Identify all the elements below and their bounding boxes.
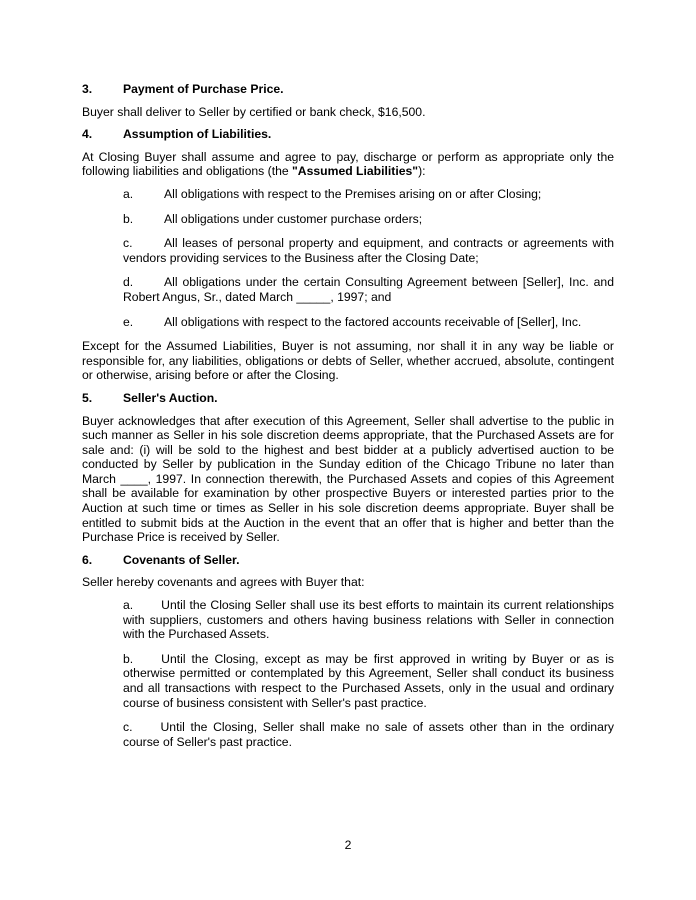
section-4: [82, 127, 614, 383]
list-label: b.: [123, 651, 134, 666]
list-item: [123, 212, 614, 227]
text-span: At Closing Buyer shall assume and agree to pay, discharge or perform as appropriate only the following liabilities and obligations (the: [82, 149, 614, 179]
list-label: a.: [123, 186, 134, 201]
list-item: [123, 275, 614, 304]
list-text: Until the Closing Seller shall use its best efforts to maintain its current relationships with suppliers, customers and others having business relations with Seller in connection with the Purchased Assets.: [123, 598, 614, 642]
section-title: Covenants of Seller.: [123, 552, 240, 567]
text-span: ):: [418, 164, 426, 179]
list-text: All obligations under the certain Consulting Agreement between [Seller], Inc. and Robert Angus, Sr., dated March _____, 1997; and: [123, 275, 614, 304]
list-item: [123, 187, 614, 202]
paragraph: Buyer shall deliver to Seller by certified or bank check, $16,500.: [82, 104, 426, 119]
section-5: [82, 391, 614, 545]
section-number: 3.: [82, 82, 93, 96]
list-item: [123, 315, 614, 330]
section-title: Assumption of Liabilities.: [123, 127, 272, 142]
list-item: [123, 598, 614, 642]
section-title: Payment of Purchase Price.: [123, 82, 284, 96]
list-text: Until the Closing, except as may be first approved in writing by Buyer or as is otherwise permitted or contemplated by this Agreement, Seller shall conduct its business and all transactions with respect to the Purchased Assets, only in the usual and ordinary course of business consistent with Seller's past practice.: [123, 651, 614, 710]
paragraph: Buyer acknowledges that after execution of this Agreement, Seller shall advertise to the public in such manner as Seller in his sole discretion deems appropriate, that the Purchased Assets are for sale and: (i) will be sold to the highest and best bidder at a publicly advertised auction to be conducted by Seller by publication in the Sunday edition of the Chicago Tribune no later than March ____, 1997. In connection therewith, the Purchased Assets and copies of this Agreement shall be available for examination by other prospective Buyers or interested parties prior to the Auction at such time or times as Seller in his sole discretion deems appropriate. Buyer shall be entitled to submit bids at the Auction in the event that an offer that is higher and better than the Purchase Price is received by Seller.: [82, 413, 614, 545]
section-number: 5.: [82, 390, 93, 405]
paragraph: Except for the Assumed Liabilities, Buyer is not assuming, nor shall it in any way be liable or responsible for, any liabilities, obligations or debts of Seller, whether accrued, absolute, contingent or otherwise, arising before or after the Closing.: [82, 339, 614, 383]
section-6: [82, 553, 614, 750]
list-item: [123, 652, 614, 710]
list-label: c.: [123, 720, 133, 735]
defined-term: "Assumed Liabilities": [292, 164, 419, 179]
section-heading: [82, 127, 614, 142]
document-page: [82, 82, 614, 759]
page-number: 2: [344, 838, 352, 852]
list-text: Until the Closing, Seller shall make no sale of assets other than in the ordinary course of Seller's past practice.: [123, 720, 614, 749]
section-number: 6.: [82, 552, 93, 567]
section-number: 4.: [82, 127, 93, 142]
section-3: [82, 82, 614, 119]
paragraph: [82, 150, 614, 179]
list-label: e.: [123, 314, 134, 329]
section-heading: [82, 82, 614, 97]
paragraph: Seller hereby covenants and agrees with Buyer that:: [82, 575, 365, 590]
section-heading: [82, 391, 614, 406]
section-heading: [82, 553, 614, 568]
list-label: c.: [123, 236, 133, 251]
list-label: a.: [123, 598, 134, 613]
list-text: All obligations with respect to the Premises arising on or after Closing;: [164, 186, 542, 201]
list-label: d.: [123, 275, 134, 290]
list-label: b.: [123, 211, 134, 226]
list-item: [123, 236, 614, 265]
list-text: All obligations with respect to the factored accounts receivable of [Seller], Inc.: [164, 314, 582, 329]
list-text: All leases of personal property and equipment, and contracts or agreements with vendors providing services to the Business after the Closing Date;: [123, 236, 614, 265]
section-title: Seller's Auction.: [123, 390, 218, 405]
list-text: All obligations under customer purchase orders;: [164, 211, 423, 226]
list-item: [123, 720, 614, 749]
